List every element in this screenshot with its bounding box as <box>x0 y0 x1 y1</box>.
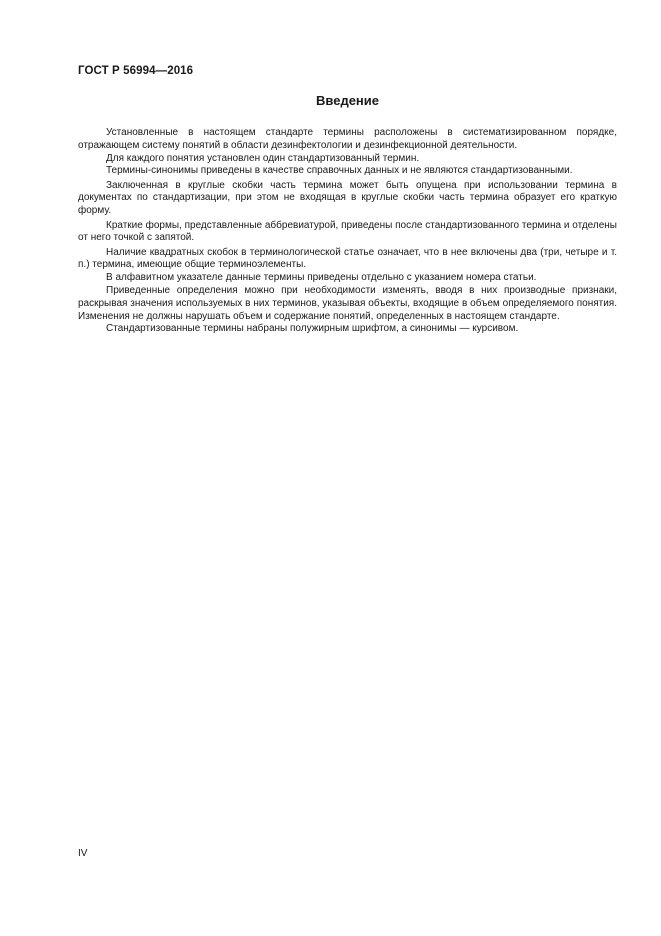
document-body <box>78 127 617 336</box>
paragraph: Установленные в настоящем стандарте термины расположены в систематизированном порядке, отражающем систему понятий в области дезинфектологии и дезинфекционной деятельности. <box>78 127 617 151</box>
paragraph: Приведенные определения можно при необходимости изменять, вводя в них производные признаки, раскрывая значения используемых в них терминов, указывая объекты, входящие в объем определяемого понятия. Изменения не должны нарушать объем и содержание понятий, определенных в настоящем стандарте. <box>78 285 617 322</box>
paragraph: Термины-синонимы приведены в качестве справочных данных и не являются стандартизованными. <box>106 165 573 177</box>
paragraph: Заключенная в круглые скобки часть термина может быть опущена при использовании термина в документах по стандартизации, при этом не входящая в круглые скобки часть термина образует его краткую форму. <box>78 179 617 217</box>
paragraph: В алфавитном указателе данные термины приведены отдельно с указанием номера статьи. <box>106 272 537 284</box>
section-title: Введение <box>316 93 379 108</box>
document-number: ГОСТ Р 56994—2016 <box>78 65 194 77</box>
paragraph: Наличие квадратных скобок в терминологической статье означает, что в нее включены два (три, четыре и т. п.) термина, имеющие общие терминоэлементы. <box>78 246 617 271</box>
page-number: IV <box>78 848 88 859</box>
paragraph: Для каждого понятия установлен один стандартизованный термин. <box>106 152 420 164</box>
paragraph: Стандартизованные термины набраны полужирным шрифтом, а синонимы — курсивом. <box>106 323 519 335</box>
paragraph: Краткие формы, представленные аббревиатурой, приведены после стандартизованного термина и отделены от него точкой с запятой. <box>78 219 617 244</box>
